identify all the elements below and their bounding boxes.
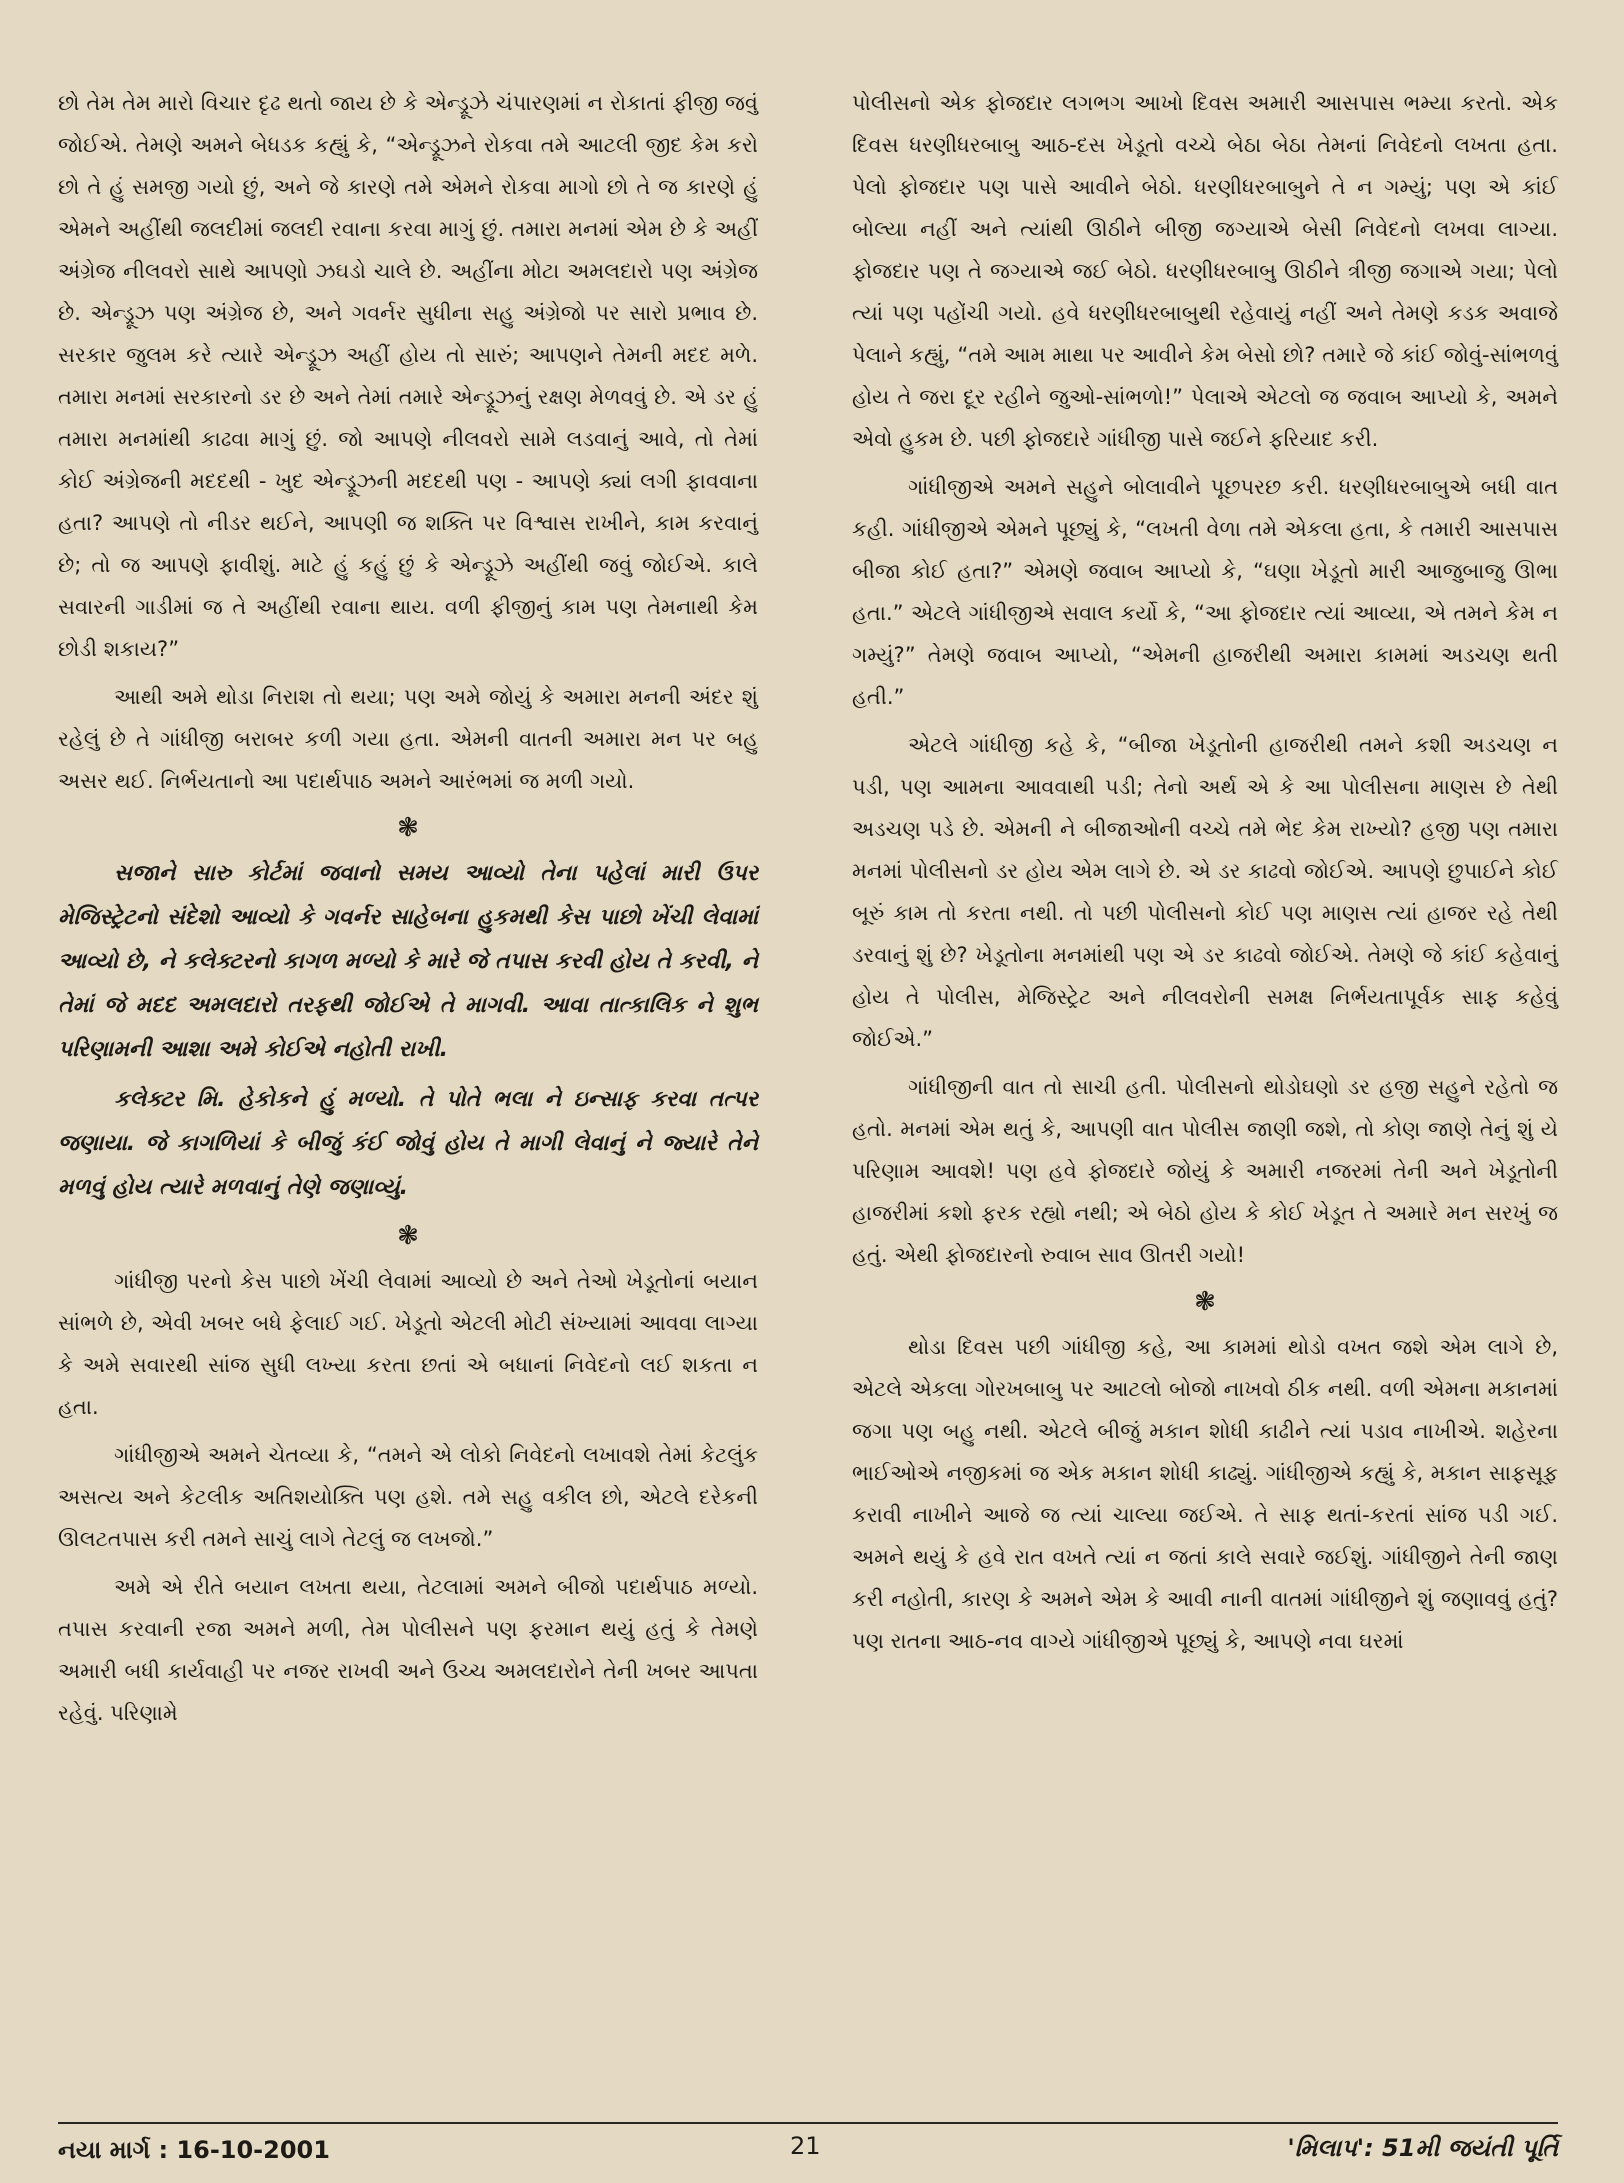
- paragraph: અમે એ રીતે બયાન લખતા થયા, તેટલામાં અમને બીજો પદાર્થપાઠ મળ્યો. તપાસ કરવાની રજા અમને મળી, તેમ પોલીસને પણ ફરમાન થયું હતું કે તેમણે અમારી બધી કાર્યવાહી પર નજર રાખવી અને ઉચ્ચ અમલદારોને તેની ખબર આપતા રહેવું. પરિણામે: [58, 1575, 758, 1725]
- bold-quote-paragraph: કલેક્ટર મિ. હેકોકને હું મળ્યો. તે પોતે ભલા ને ઇન્સાફ કરવા તત્પર જણાયા. જે કાગળિયાં કે બીજું કંઈ જોવું હોય તે માગી લેવાનું ને જ્યારે તેને મળવું હોય ત્યારે મળવાનું તેણે જણાવ્યું.: [58, 1087, 758, 1200]
- section-divider-ornament: ❃: [1194, 1287, 1216, 1317]
- footer-supplement-title: 'મિલાપ': 51મી જયંતી પૂર્તિ: [1287, 2134, 1558, 2162]
- paragraph: ગાંધીજીએ અમને સહુને બોલાવીને પૂછપરછ કરી. ધરણીધરબાબુએ બધી વાત કહી. ગાંધીજીએ એમને પૂછ્યું કે, “લખતી વેળા તમે એકલા હતા, કે તમારી આસપાસ બીજા કોઈ હતા?” એમણે જવાબ આપ્યો કે, “ઘણા ખેડૂતો મારી આજુબાજુ ઊભા હતા.” એટલે ગાંધીજીએ સવાલ કર્યો કે, “આ ફોજદાર ત્યાં આવ્યા, એ તમને કેમ ન ગમ્યું?” તેમણે જવાબ આપ્યો, “એમની હાજરીથી અમારા કામમાં અડચણ થતી હતી.”: [852, 475, 1558, 709]
- paragraph: થોડા દિવસ પછી ગાંધીજી કહે, આ કામમાં થોડો વખત જશે એમ લાગે છે, એટલે એકલા ગોરખબાબુ પર આટલો બોજો નાખવો ઠીક નથી. વળી એમના મકાનમાં જગા પણ બહુ નથી. એટલે બીજું મકાન શોધી કાઢીને ત્યાં પડાવ નાખીએ. શહેરના ભાઈઓએ નજીકમાં જ એક મકાન શોધી કાઢ્યું. ગાંધીજીએ કહ્યું કે, મકાન સાફસૂફ કરાવી નાખીને આજે જ ત્યાં ચાલ્યા જઈએ. તે સાફ થતાં-કરતાં સાંજ પડી ગઈ. અમને થયું કે હવે રાત વખતે ત્યાં ન જતાં કાલે સવારે જઈશું. ગાંધીજીને તેની જાણ કરી નહોતી, કારણ કે અમને એમ કે આવી નાની વાતમાં ગાંધીજીને શું જણાવવું હતું? પણ રાતના આઠ-નવ વાગ્યે ગાંધીજીએ પૂછ્યું કે, આપણે નવા ઘરમાં: [852, 1335, 1558, 1653]
- footer-rule: [58, 2122, 1558, 2124]
- footer-publication-date: નયા માર્ગ : 16-10-2001: [58, 2136, 330, 2164]
- page-footer: [58, 2128, 1558, 2172]
- paragraph: ગાંધીજીની વાત તો સાચી હતી. પોલીસનો થોડોઘણો ડર હજી સહુને રહેતો જ હતો. મનમાં એમ થતું કે, આપણી વાત પોલીસ જાણી જશે, તો કોણ જાણે તેનું શું યે પરિણામ આવશે! પણ હવે ફોજદારે જોયું કે અમારી નજરમાં તેની અને ખેડૂતોની હાજરીમાં કશો ફરક રહ્યો નથી; એ બેઠો હોય કે કોઈ ખેડૂત તે અમારે મન સરખું જ હતું. એથી ફોજદારનો રુવાબ સાવ ઊતરી ગયો!: [852, 1075, 1558, 1267]
- paragraph: ગાંધીજી પરનો કેસ પાછો ખેંચી લેવામાં આવ્યો છે અને તેઓ ખેડૂતોનાં બયાન સાંભળે છે, એવી ખબર બધે ફેલાઈ ગઈ. ખેડૂતો એટલી મોટી સંખ્યામાં આવવા લાગ્યા કે અમે સવારથી સાંજ સુધી લખ્યા કરતા છતાં એ બધાનાં નિવેદનો લઈ શકતા ન હતા.: [58, 1269, 758, 1419]
- paragraph: ગાંધીજીએ અમને ચેતવ્યા કે, “તમને એ લોકો નિવેદનો લખાવશે તેમાં કેટલુંક અસત્ય અને કેટલીક અતિશયોક્તિ પણ હશે. તમે સહુ વકીલ છો, એટલે દરેકની ઊલટતપાસ કરી તમને સાચું લાગે તેટલું જ લખજો.”: [58, 1443, 758, 1551]
- paragraph: આથી અમે થોડા નિરાશ તો થયા; પણ અમે જોયું કે અમારા મનની અંદર શું રહેલું છે તે ગાંધીજી બરાબર કળી ગયા હતા. એમની વાતની અમારા મન પર બહુ અસર થઈ. નિર્ભયતાનો આ પદાર્થપાઠ અમને આરંભમાં જ મળી ગયો.: [58, 685, 758, 793]
- right-column: [852, 82, 1558, 1668]
- bold-quote-paragraph: સજાને સારુ કોર્ટમાં જવાનો સમય આવ્યો તેના પહેલાં મારી ઉપર મેજિસ્ટ્રેટનો સંદેશો આવ્યો કે ગવર્નર સાહેબના હુકમથી કેસ પાછો ખેંચી લેવામાં આવ્યો છે, ને કલેક્ટરનો કાગળ મળ્યો કે મારે જે તપાસ કરવી હોય તે કરવી, ને તેમાં જે મદદ અમલદારો તરફથી જોઈએ તે માગવી. આવા તાત્કાલિક ને શુભ પરિણામની આશા અમે કોઈએ નહોતી રાખી.: [58, 861, 758, 1062]
- paragraph: છો તેમ તેમ મારો વિચાર દૃઢ થતો જાય છે કે એન્ડ્રૂઝે ચંપારણમાં ન રોકાતાં ફીજી જવું જોઈએ. તેમણે અમને બેધડક કહ્યું કે, “એન્ડ્રૂઝને રોકવા તમે આટલી જીદ કેમ કરો છો તે હું સમજી ગયો છું, અને જે કારણે તમે એમને રોકવા માગો છો તે જ કારણે હું એમને અહીંથી જલદીમાં જલદી રવાના કરવા માગું છું. તમારા મનમાં એમ છે કે અહીં અંગ્રેજ નીલવરો સાથે આપણો ઝઘડો ચાલે છે. અહીંના મોટા અમલદારો પણ અંગ્રેજ છે. એન્ડ્રૂઝ પણ અંગ્રેજ છે, અને ગવર્નર સુધીના સહુ અંગ્રેજો પર સારો પ્રભાવ છે. સરકાર જુલમ કરે ત્યારે એન્ડ્રૂઝ અહીં હોય તો સારું; આપણને તેમની મદદ મળે. તમારા મનમાં સરકારનો ડર છે અને તેમાં તમારે એન્ડ્રૂઝનું રક્ષણ મેળવવું છે. એ ડર હું તમારા મનમાંથી કાઢવા માગું છું. જો આપણે નીલવરો સામે લડવાનું આવે, તો તેમાં કોઈ અંગ્રેજની મદદથી - ખુદ એન્ડ્રૂઝની મદદથી પણ - આપણે ક્યાં લગી ફાવવાના હતા? આપણે તો નીડર થઈને, આપણી જ શક્તિ પર વિશ્વાસ રાખીને, કામ કરવાનું છે; તો જ આપણે ફાવીશું. માટે હું કહું છું કે એન્ડ્રૂઝે અહીંથી જવું જોઈએ. કાલે સવારની ગાડીમાં જ તે અહીંથી રવાના થાય. વળી ફીજીનું કામ પણ તેમનાથી કેમ છોડી શકાય?”: [58, 91, 758, 661]
- left-column: [58, 82, 758, 1740]
- paragraph: એટલે ગાંધીજી કહે કે, “બીજા ખેડૂતોની હાજરીથી તમને કશી અડચણ ન પડી, પણ આમના આવવાથી પડી; તેનો અર્થ એ કે આ પોલીસના માણસ છે તેથી અડચણ પડે છે. એમની ને બીજાઓની વચ્ચે તમે ભેદ કેમ રાખ્યો? હજી પણ તમારા મનમાં પોલીસનો ડર હોય એમ લાગે છે. એ ડર કાઢવો જોઈએ. આપણે છુપાઈને કોઈ બૂરું કામ તો કરતા નથી. તો પછી પોલીસનો કોઈ પણ માણસ ત્યાં હાજર રહે તેથી ડરવાનું શું છે? ખેડૂતોના મનમાંથી પણ એ ડર કાઢવો જોઈએ. તેમણે જે કાંઈ કહેવાનું હોય તે પોલીસ, મેજિસ્ટ્રેટ અને નીલવરોની સમક્ષ નિર્ભયતાપૂર્વક સાફ કહેવું જોઈએ.”: [852, 733, 1558, 1051]
- section-divider-ornament: ❃: [397, 1221, 419, 1251]
- page-number: 21: [790, 2132, 821, 2160]
- paragraph: પોલીસનો એક ફોજદાર લગભગ આખો દિવસ અમારી આસપાસ ભમ્યા કરતો. એક દિવસ ધરણીધરબાબુ આઠ-દસ ખેડૂતો વચ્ચે બેઠા બેઠા તેમનાં નિવેદનો લખતા હતા. પેલો ફોજદાર પણ પાસે આવીને બેઠો. ધરણીધરબાબુને તે ન ગમ્યું; પણ એ કાંઈ બોલ્યા નહીં અને ત્યાંથી ઊઠીને બીજી જગ્યાએ બેસી નિવેદનો લખવા લાગ્યા. ફોજદાર પણ તે જગ્યાએ જઈ બેઠો. ધરણીધરબાબુ ઊઠીને ત્રીજી જગાએ ગયા; પેલો ત્યાં પણ પહોંચી ગયો. હવે ધરણીધરબાબુથી રહેવાયું નહીં અને તેમણે કડક અવાજે પેલાને કહ્યું, “તમે આમ માથા પર આવીને કેમ બેસો છો? તમારે જે કાંઈ જોવું-સાંભળવું હોય તે જરા દૂર રહીને જુઓ-સાંભળો!” પેલાએ એટલો જ જવાબ આપ્યો કે, અમને એવો હુકમ છે. પછી ફોજદારે ગાંધીજી પાસે જઈને ફરિયાદ કરી.: [852, 91, 1558, 451]
- section-divider-ornament: ❃: [397, 813, 419, 843]
